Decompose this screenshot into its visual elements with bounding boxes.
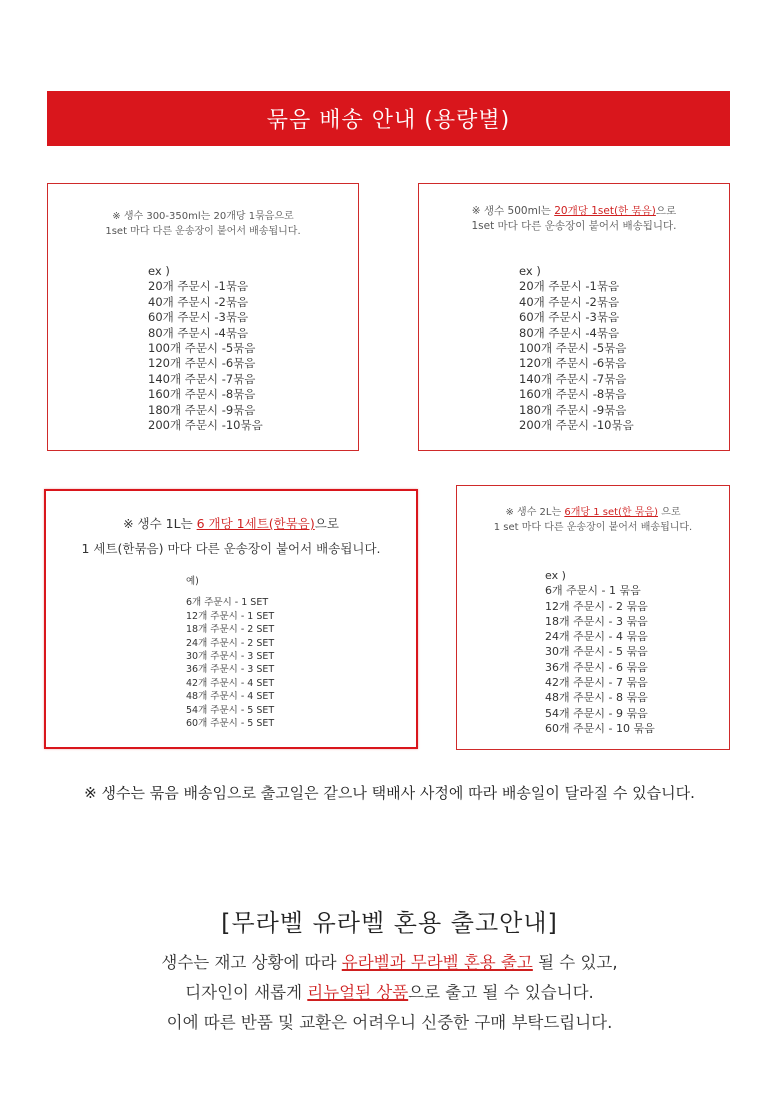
list-item: 30개 주문시 - 3 SET — [186, 651, 275, 663]
list-item: 40개 주문시 -2묶음 — [519, 294, 620, 309]
card-1l — [44, 489, 418, 749]
notice-text: 될 수 있고, — [532, 953, 618, 972]
note-text: ※ 생수 500ml는 — [471, 205, 555, 217]
note-line2: 1set 마다 다른 운송장이 붙어서 배송됩니다. — [105, 225, 301, 237]
card-500ml — [418, 183, 730, 451]
list-item: 24개 주문시 - 2 SET — [186, 637, 275, 649]
list-item: 200개 주문시 -10묶음 — [148, 418, 263, 433]
list-header: ex ) — [148, 264, 170, 278]
label-notice-body — [0, 948, 779, 1038]
note-line2: 1set 마다 다른 운송장이 붙어서 배송됩니다. — [471, 220, 677, 233]
card-note — [46, 511, 416, 561]
list-item: 180개 주문시 -9묶음 — [148, 402, 256, 417]
list-item: 24개 주문시 - 4 묶음 — [545, 630, 648, 644]
list-header: ex ) — [519, 264, 541, 278]
list-item: 40개 주문시 -2묶음 — [148, 294, 249, 309]
bundle-list — [545, 568, 655, 736]
list-item: 18개 주문시 - 2 SET — [186, 624, 275, 636]
list-item: 12개 주문시 - 1 SET — [186, 610, 275, 622]
list-item: 12개 주문시 - 2 묶음 — [545, 599, 648, 613]
note-text: ※ 생수 300-350ml는 — [112, 211, 214, 222]
list-item: 6개 주문시 - 1 묶음 — [545, 584, 641, 598]
list-item: 80개 주문시 -4묶음 — [519, 325, 620, 340]
list-item: 60개 주문시 - 10 묶음 — [545, 721, 655, 735]
list-item: 6개 주문시 - 1 SET — [186, 597, 269, 609]
note-text: 으로 — [655, 205, 677, 217]
list-item: 100개 주문시 -5묶음 — [519, 341, 627, 356]
bundle-list — [186, 575, 274, 730]
bundle-list — [148, 264, 263, 433]
list-item: 30개 주문시 - 5 묶음 — [545, 645, 648, 659]
list-item: 36개 주문시 - 3 SET — [186, 664, 275, 676]
note-text: ※ 생수 2L는 — [505, 507, 565, 518]
note-text: ※ 생수 1L는 — [123, 516, 197, 531]
list-item: 20개 주문시 -1묶음 — [148, 279, 249, 294]
list-item: 60개 주문시 -3묶음 — [519, 310, 620, 325]
list-item: 18개 주문시 - 3 묶음 — [545, 614, 648, 628]
list-item: 140개 주문시 -7묶음 — [519, 371, 627, 386]
list-item: 120개 주문시 -6묶음 — [148, 356, 256, 371]
list-item: 48개 주문시 - 8 묶음 — [545, 691, 648, 705]
note-line2: 1 세트(한묶음) 마다 다른 운송장이 붙어서 배송됩니다. — [81, 541, 381, 556]
list-item: 20개 주문시 -1묶음 — [519, 279, 620, 294]
card-2l — [456, 485, 730, 750]
note-line2: 1 set 마다 다른 운송장이 붙어서 배송됩니다. — [493, 521, 693, 533]
notice-highlight: 리뉴얼된 상품 — [307, 983, 409, 1002]
notice-line-1 — [0, 948, 779, 978]
card-note — [419, 204, 729, 234]
notice-text: 디자인이 새롭게 — [185, 983, 308, 1002]
shipping-guide-banner — [47, 91, 730, 146]
notice-line-3: 이에 따른 반품 및 교환은 어려우니 신중한 구매 부탁드립니다. — [166, 1013, 613, 1032]
note-text: 으로 — [314, 516, 339, 531]
list-header: 예) — [186, 576, 199, 587]
notice-line-2 — [0, 978, 779, 1008]
list-item: 60개 주문시 -3묶음 — [148, 310, 249, 325]
list-item: 54개 주문시 - 9 묶음 — [545, 706, 648, 720]
list-header: ex ) — [545, 569, 566, 582]
list-item: 54개 주문시 - 5 SET — [186, 704, 275, 716]
list-item: 160개 주문시 -8묶음 — [148, 387, 256, 402]
list-item: 140개 주문시 -7묶음 — [148, 371, 256, 386]
card-note — [48, 210, 358, 239]
notice-text: 으로 출고 될 수 있습니다. — [408, 983, 594, 1002]
list-item: 48개 주문시 - 4 SET — [186, 691, 275, 703]
list-item: 160개 주문시 -8묶음 — [519, 387, 627, 402]
label-notice-title: [무라벨 유라벨 혼용 출고안내] — [221, 909, 558, 937]
note-highlight: 6 개당 1세트(한묶음) — [196, 516, 315, 531]
card-300-350ml — [47, 183, 359, 451]
list-item: 100개 주문시 -5묶음 — [148, 341, 256, 356]
list-item: 42개 주문시 - 7 묶음 — [545, 676, 648, 690]
note-text: 으로 — [274, 211, 294, 222]
list-item: 80개 주문시 -4묶음 — [148, 325, 249, 340]
list-item: 200개 주문시 -10묶음 — [519, 418, 634, 433]
list-item: 42개 주문시 - 4 SET — [186, 677, 275, 689]
note-highlight: 6개당 1 set(한 묶음) — [564, 507, 658, 518]
note-text: 으로 — [658, 507, 681, 518]
note-highlight: 20개당 1set(한 묶음) — [554, 205, 656, 217]
list-item: 36개 주문시 - 6 묶음 — [545, 660, 648, 674]
shipping-footnote: ※ 생수는 묶음 배송임으로 출고일은 같으나 택배사 사정에 따라 배송일이 달라질 수 있습니다. — [84, 784, 695, 802]
notice-text: 생수는 재고 상황에 따라 — [161, 953, 342, 972]
card-note — [457, 506, 729, 535]
note-highlight: 20개당 1묶음 — [213, 211, 275, 222]
list-item: 60개 주문시 - 5 SET — [186, 718, 275, 730]
list-item: 120개 주문시 -6묶음 — [519, 356, 627, 371]
banner-title: 묶음 배송 안내 (용량별) — [266, 108, 511, 133]
list-item: 180개 주문시 -9묶음 — [519, 402, 627, 417]
bundle-list — [519, 264, 634, 433]
notice-highlight: 유라벨과 무라벨 혼용 출고 — [341, 953, 533, 972]
